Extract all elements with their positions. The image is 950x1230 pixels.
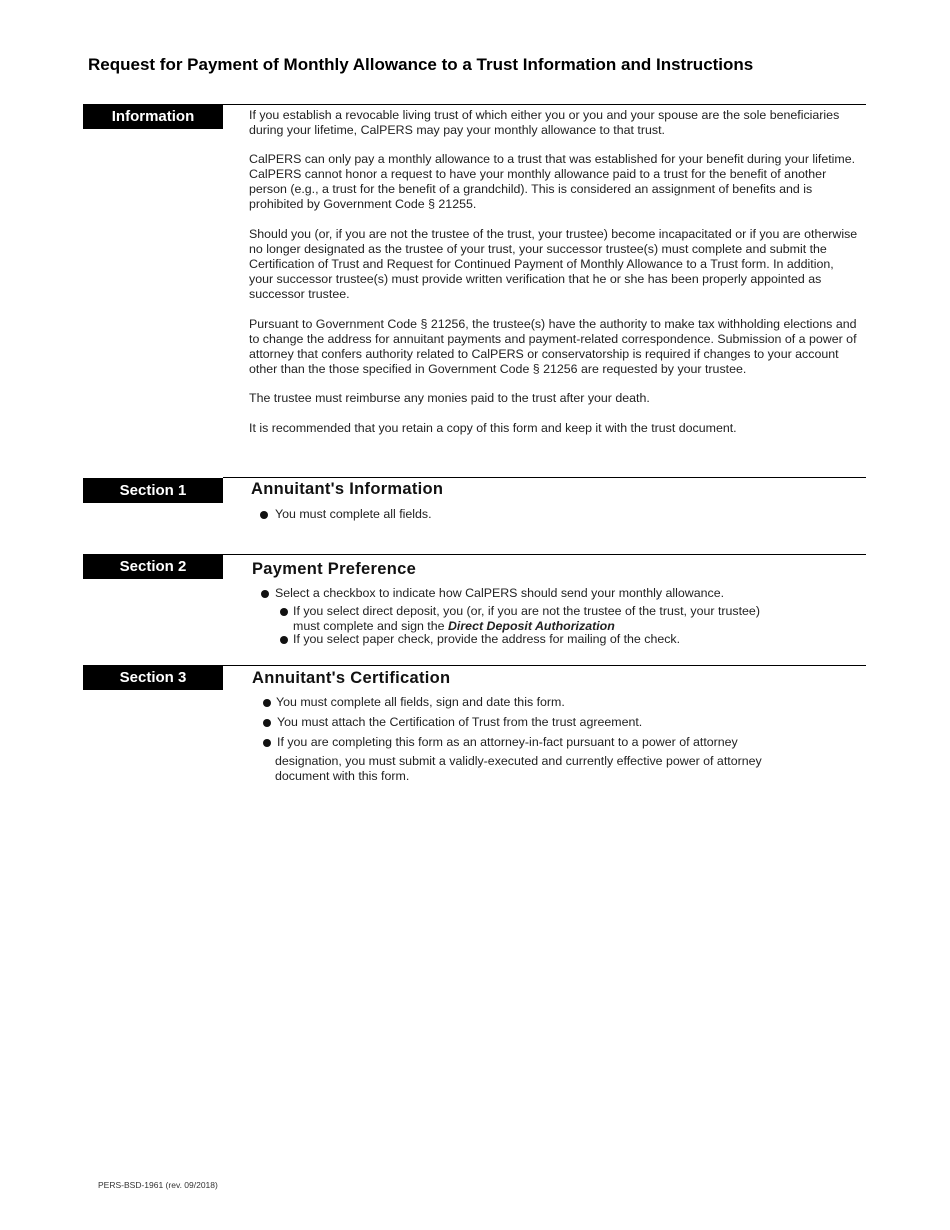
bullet-icon xyxy=(280,608,288,616)
continuation-line2: document with this form. xyxy=(275,769,410,783)
sub-bullet-line1: If you select direct deposit, you (or, if you are not the trustee of the trust, your trustee) xyxy=(293,604,760,618)
information-rule xyxy=(223,104,866,105)
section2-sub-bullet-paper-check: If you select paper check, provide the address for mailing of the check. xyxy=(293,632,681,646)
direct-deposit-authorization-emphasis: Direct Deposit Authorization xyxy=(447,619,615,633)
section2-sub-bullet-direct-deposit xyxy=(293,604,760,634)
section2-rule xyxy=(223,554,866,555)
section3-heading: Annuitant's Certification xyxy=(252,669,451,687)
form-id-footer: PERS-BSD-1961 (rev. 09/2018) xyxy=(98,1180,218,1190)
section1-heading: Annuitant's Information xyxy=(251,480,444,498)
section1-label: Section 1 xyxy=(83,478,223,503)
bullet-icon xyxy=(263,719,271,727)
section3-rule xyxy=(223,665,866,666)
section2-heading: Payment Preference xyxy=(252,560,417,578)
section3-label: Section 3 xyxy=(83,665,223,690)
section3-bullet-continuation xyxy=(275,754,762,784)
information-paragraph: If you establish a revocable living trust of which either you or you and your spouse are the sole beneficiaries during your lifetime, CalPERS may pay your monthly allowance to that trust. xyxy=(249,108,840,137)
information-paragraph: Pursuant to Government Code § 21256, the trustee(s) have the authority to make tax withholding elections and to change the address for annuitant payments and payment-related correspondence. Submission of a power of attorney that confers authority related to CalPERS or conservatorship is required if changes to your account other than the those specified in Government Code § 21256 are requested by your trustee. xyxy=(249,317,857,376)
information-paragraph: It is recommended that you retain a copy of this form and keep it with the trust document. xyxy=(249,421,737,435)
page-title: Request for Payment of Monthly Allowance to a Trust Information and Instructions xyxy=(88,55,754,74)
sub-bullet-line2: must complete and sign the xyxy=(293,619,448,633)
bullet-icon xyxy=(280,636,288,644)
section3-bullet: You must attach the Certification of Trust from the trust agreement. xyxy=(277,715,643,729)
section3-bullet: You must complete all fields, sign and date this form. xyxy=(276,695,565,709)
bullet-icon xyxy=(263,699,271,707)
information-paragraph: The trustee must reimburse any monies paid to the trust after your death. xyxy=(249,391,650,405)
information-paragraph: Should you (or, if you are not the trustee of the trust, your trustee) become incapacitated or if you are otherwise no longer designated as the trustee of your trust, your successor trustee(s) must complete and submit the Certification of Trust and Request for Continued Payment of Monthly Allowance to a Trust form. In addition, your successor trustee(s) must provide written verification that he or she has been properly appointed as successor trustee. xyxy=(249,227,858,301)
section3-bullet: If you are completing this form as an attorney-in-fact pursuant to a power of attorney xyxy=(277,735,738,749)
section2-bullet: Select a checkbox to indicate how CalPERS should send your monthly allowance. xyxy=(275,586,725,600)
information-label: Information xyxy=(83,104,223,129)
bullet-icon xyxy=(261,590,269,598)
bullet-icon xyxy=(263,739,271,747)
section1-bullet: You must complete all fields. xyxy=(275,507,432,521)
continuation-line1: designation, you must submit a validly-executed and currently effective power of attorney xyxy=(275,754,762,768)
information-paragraph: CalPERS can only pay a monthly allowance to a trust that was established for your benefit during your lifetime. CalPERS cannot honor a request to have your monthly allowance paid to a trust for the benefit of another person (e.g., a trust for the benefit of a grandchild). This is considered an assignment of benefits and is prohibited by Government Code § 21255. xyxy=(249,152,856,211)
section1-rule xyxy=(223,477,866,478)
bullet-icon xyxy=(260,511,268,519)
section2-label: Section 2 xyxy=(83,554,223,579)
